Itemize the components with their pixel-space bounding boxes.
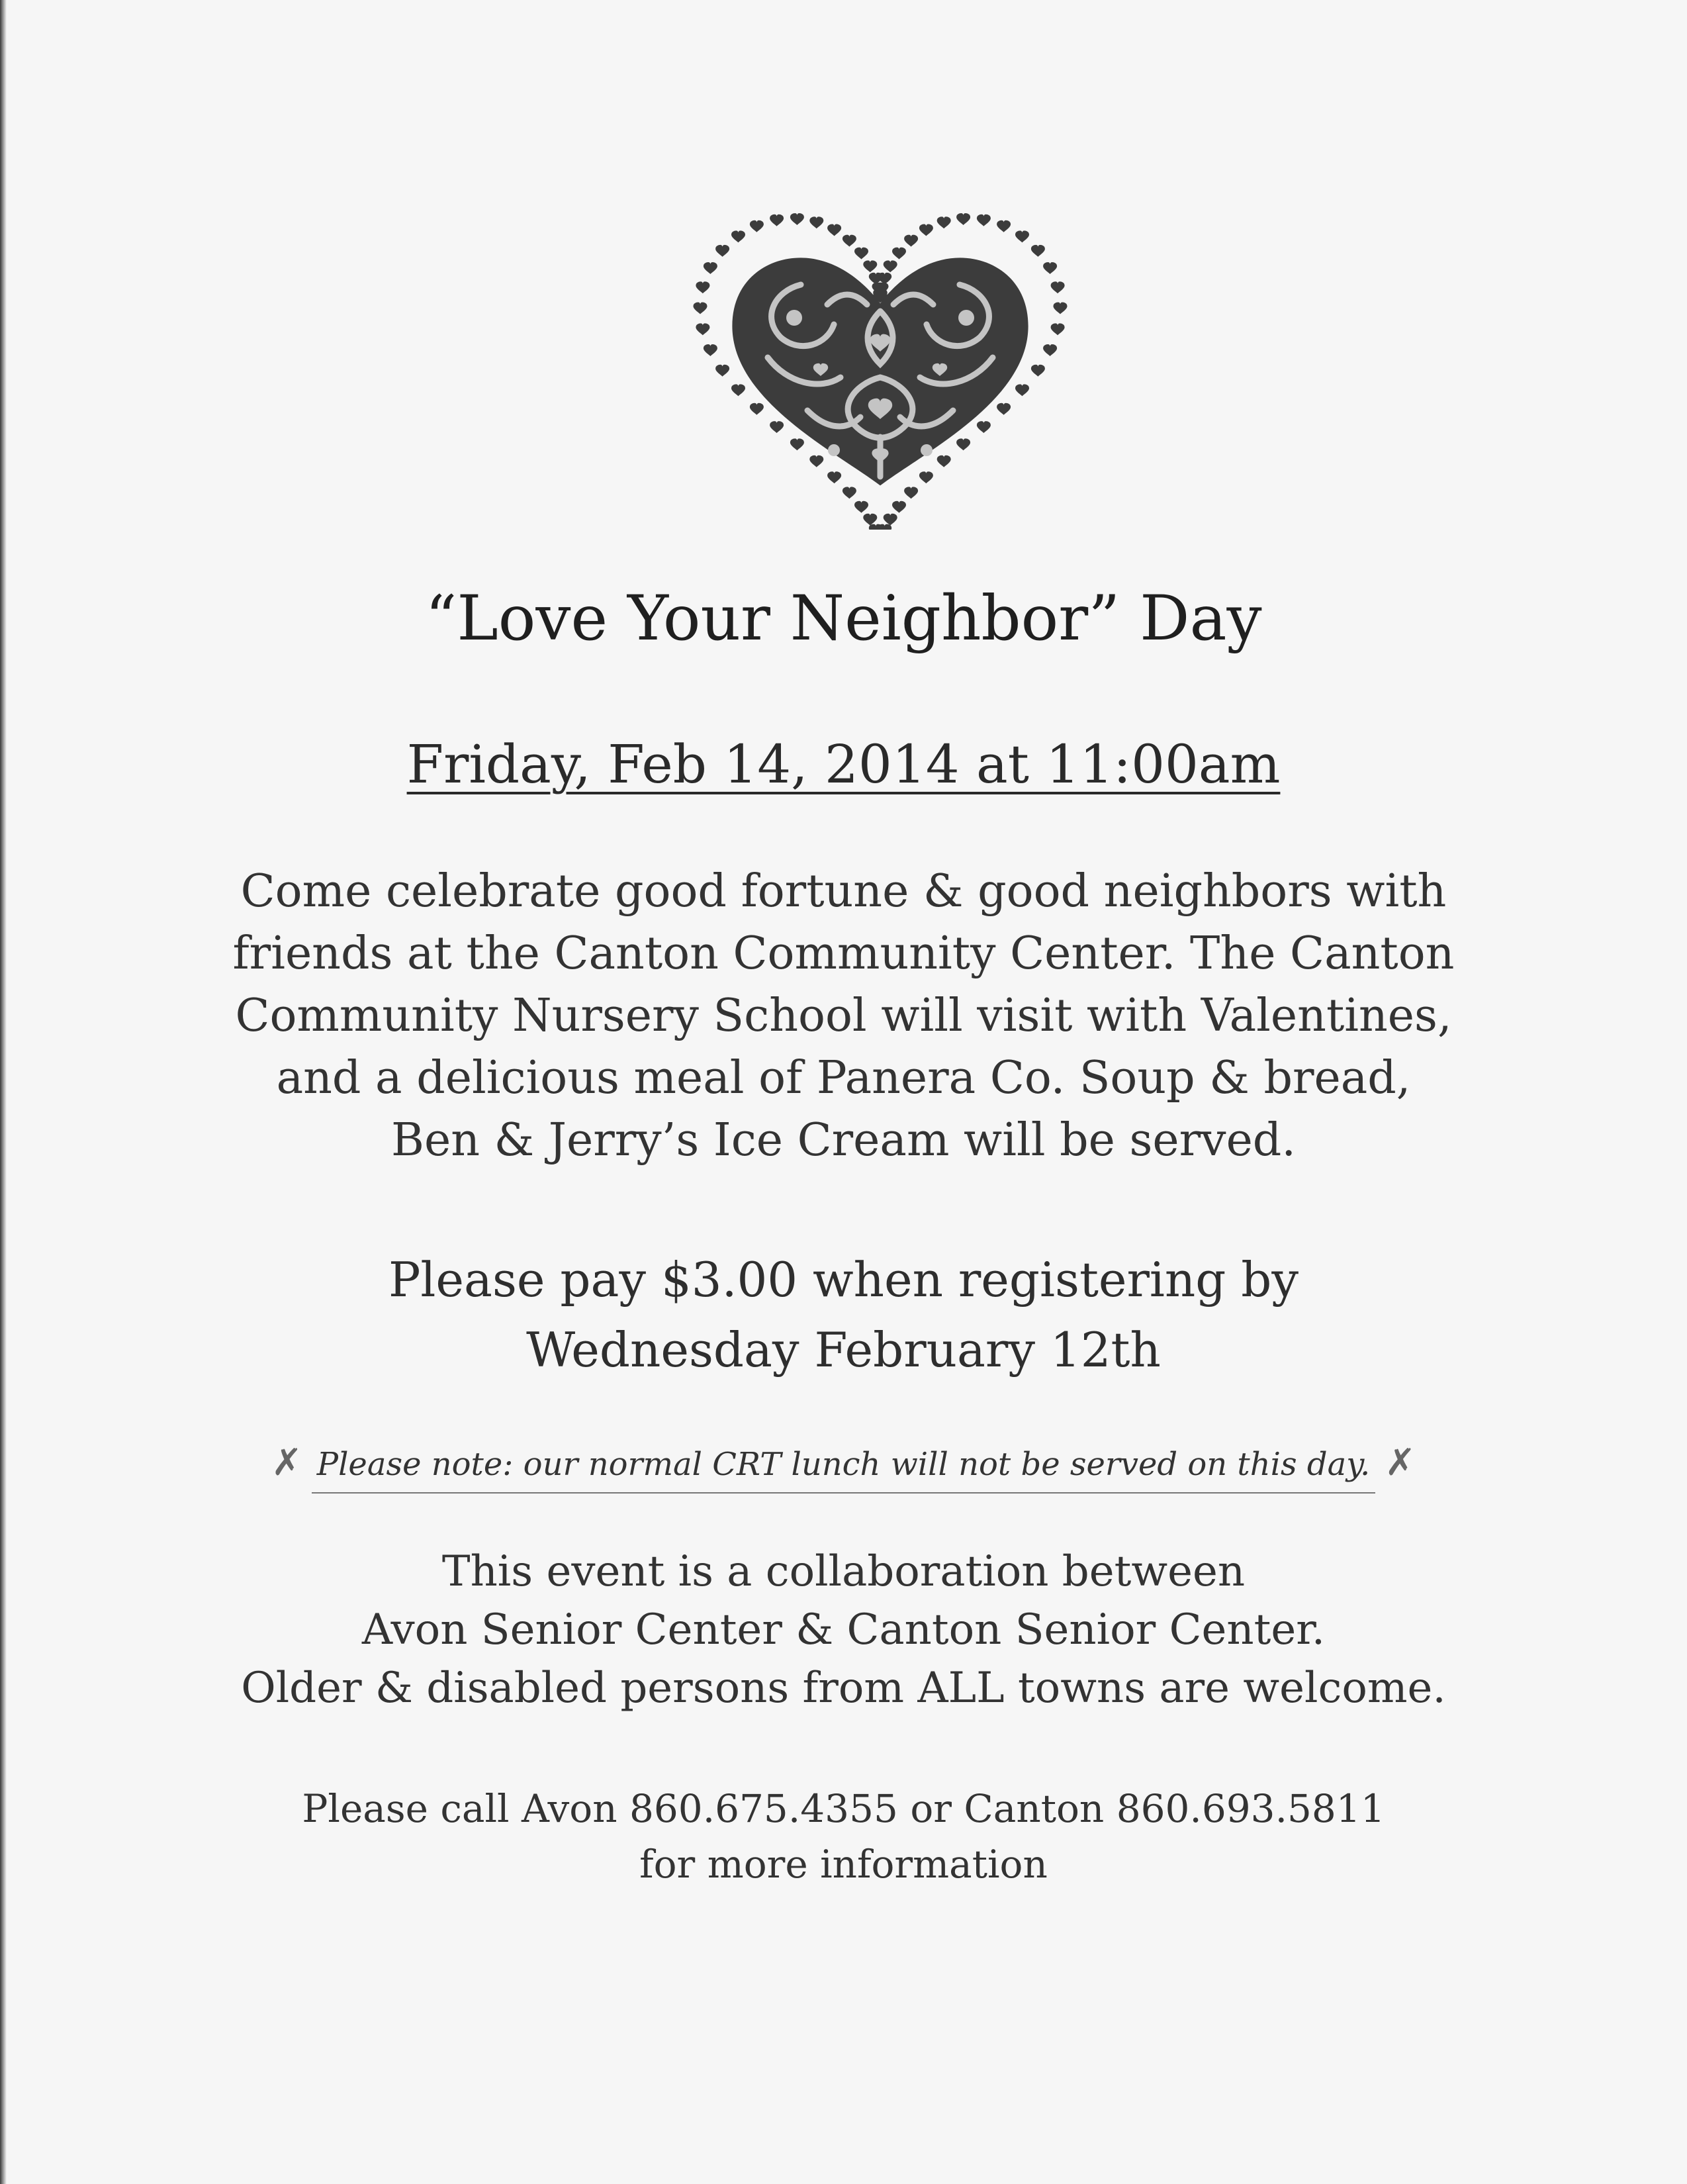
note-text: Please note: our normal CRT lunch will not be served on this day. <box>312 1438 1375 1494</box>
scan-edge <box>0 0 7 2184</box>
description-line: Come celebrate good fortune & good neighbors with <box>240 865 1447 918</box>
star-mark-icon: ✗ <box>271 1441 302 1484</box>
collaboration-line: Older & disabled persons from ALL towns are welcome. <box>241 1664 1446 1713</box>
event-date-time <box>132 728 1555 801</box>
payment-info <box>132 1245 1555 1385</box>
collaboration-line: This event is a collaboration between <box>441 1547 1246 1596</box>
description-line: Community Nursery School will visit with Valentines, <box>235 990 1452 1042</box>
handwritten-note <box>132 1437 1555 1494</box>
event-date-text: Friday, Feb 14, 2014 at 11:00am <box>406 734 1281 795</box>
contact-line: for more information <box>639 1842 1048 1887</box>
ornamental-heart-icon <box>668 212 1092 530</box>
description-line: Ben & Jerry’s Ice Cream will be served. <box>391 1114 1296 1166</box>
collaboration-line: Avon Senior Center & Canton Senior Center. <box>361 1605 1326 1654</box>
description-line: friends at the Canton Community Center. The Canton <box>232 927 1455 980</box>
contact-info <box>132 1781 1555 1892</box>
payment-line: Wednesday February 12th <box>526 1322 1161 1378</box>
collaboration-info <box>132 1543 1555 1717</box>
star-mark-icon: ✗ <box>1385 1441 1416 1484</box>
contact-line: Please call Avon 860.675.4355 or Canton 860.693.5811 <box>302 1786 1385 1831</box>
event-title: “Love Your Neighbor” Day <box>425 583 1262 655</box>
event-description <box>132 861 1555 1172</box>
payment-line: Please pay $3.00 when registering by <box>388 1252 1299 1307</box>
description-line: and a delicious meal of Panera Co. Soup & bread, <box>276 1052 1411 1104</box>
